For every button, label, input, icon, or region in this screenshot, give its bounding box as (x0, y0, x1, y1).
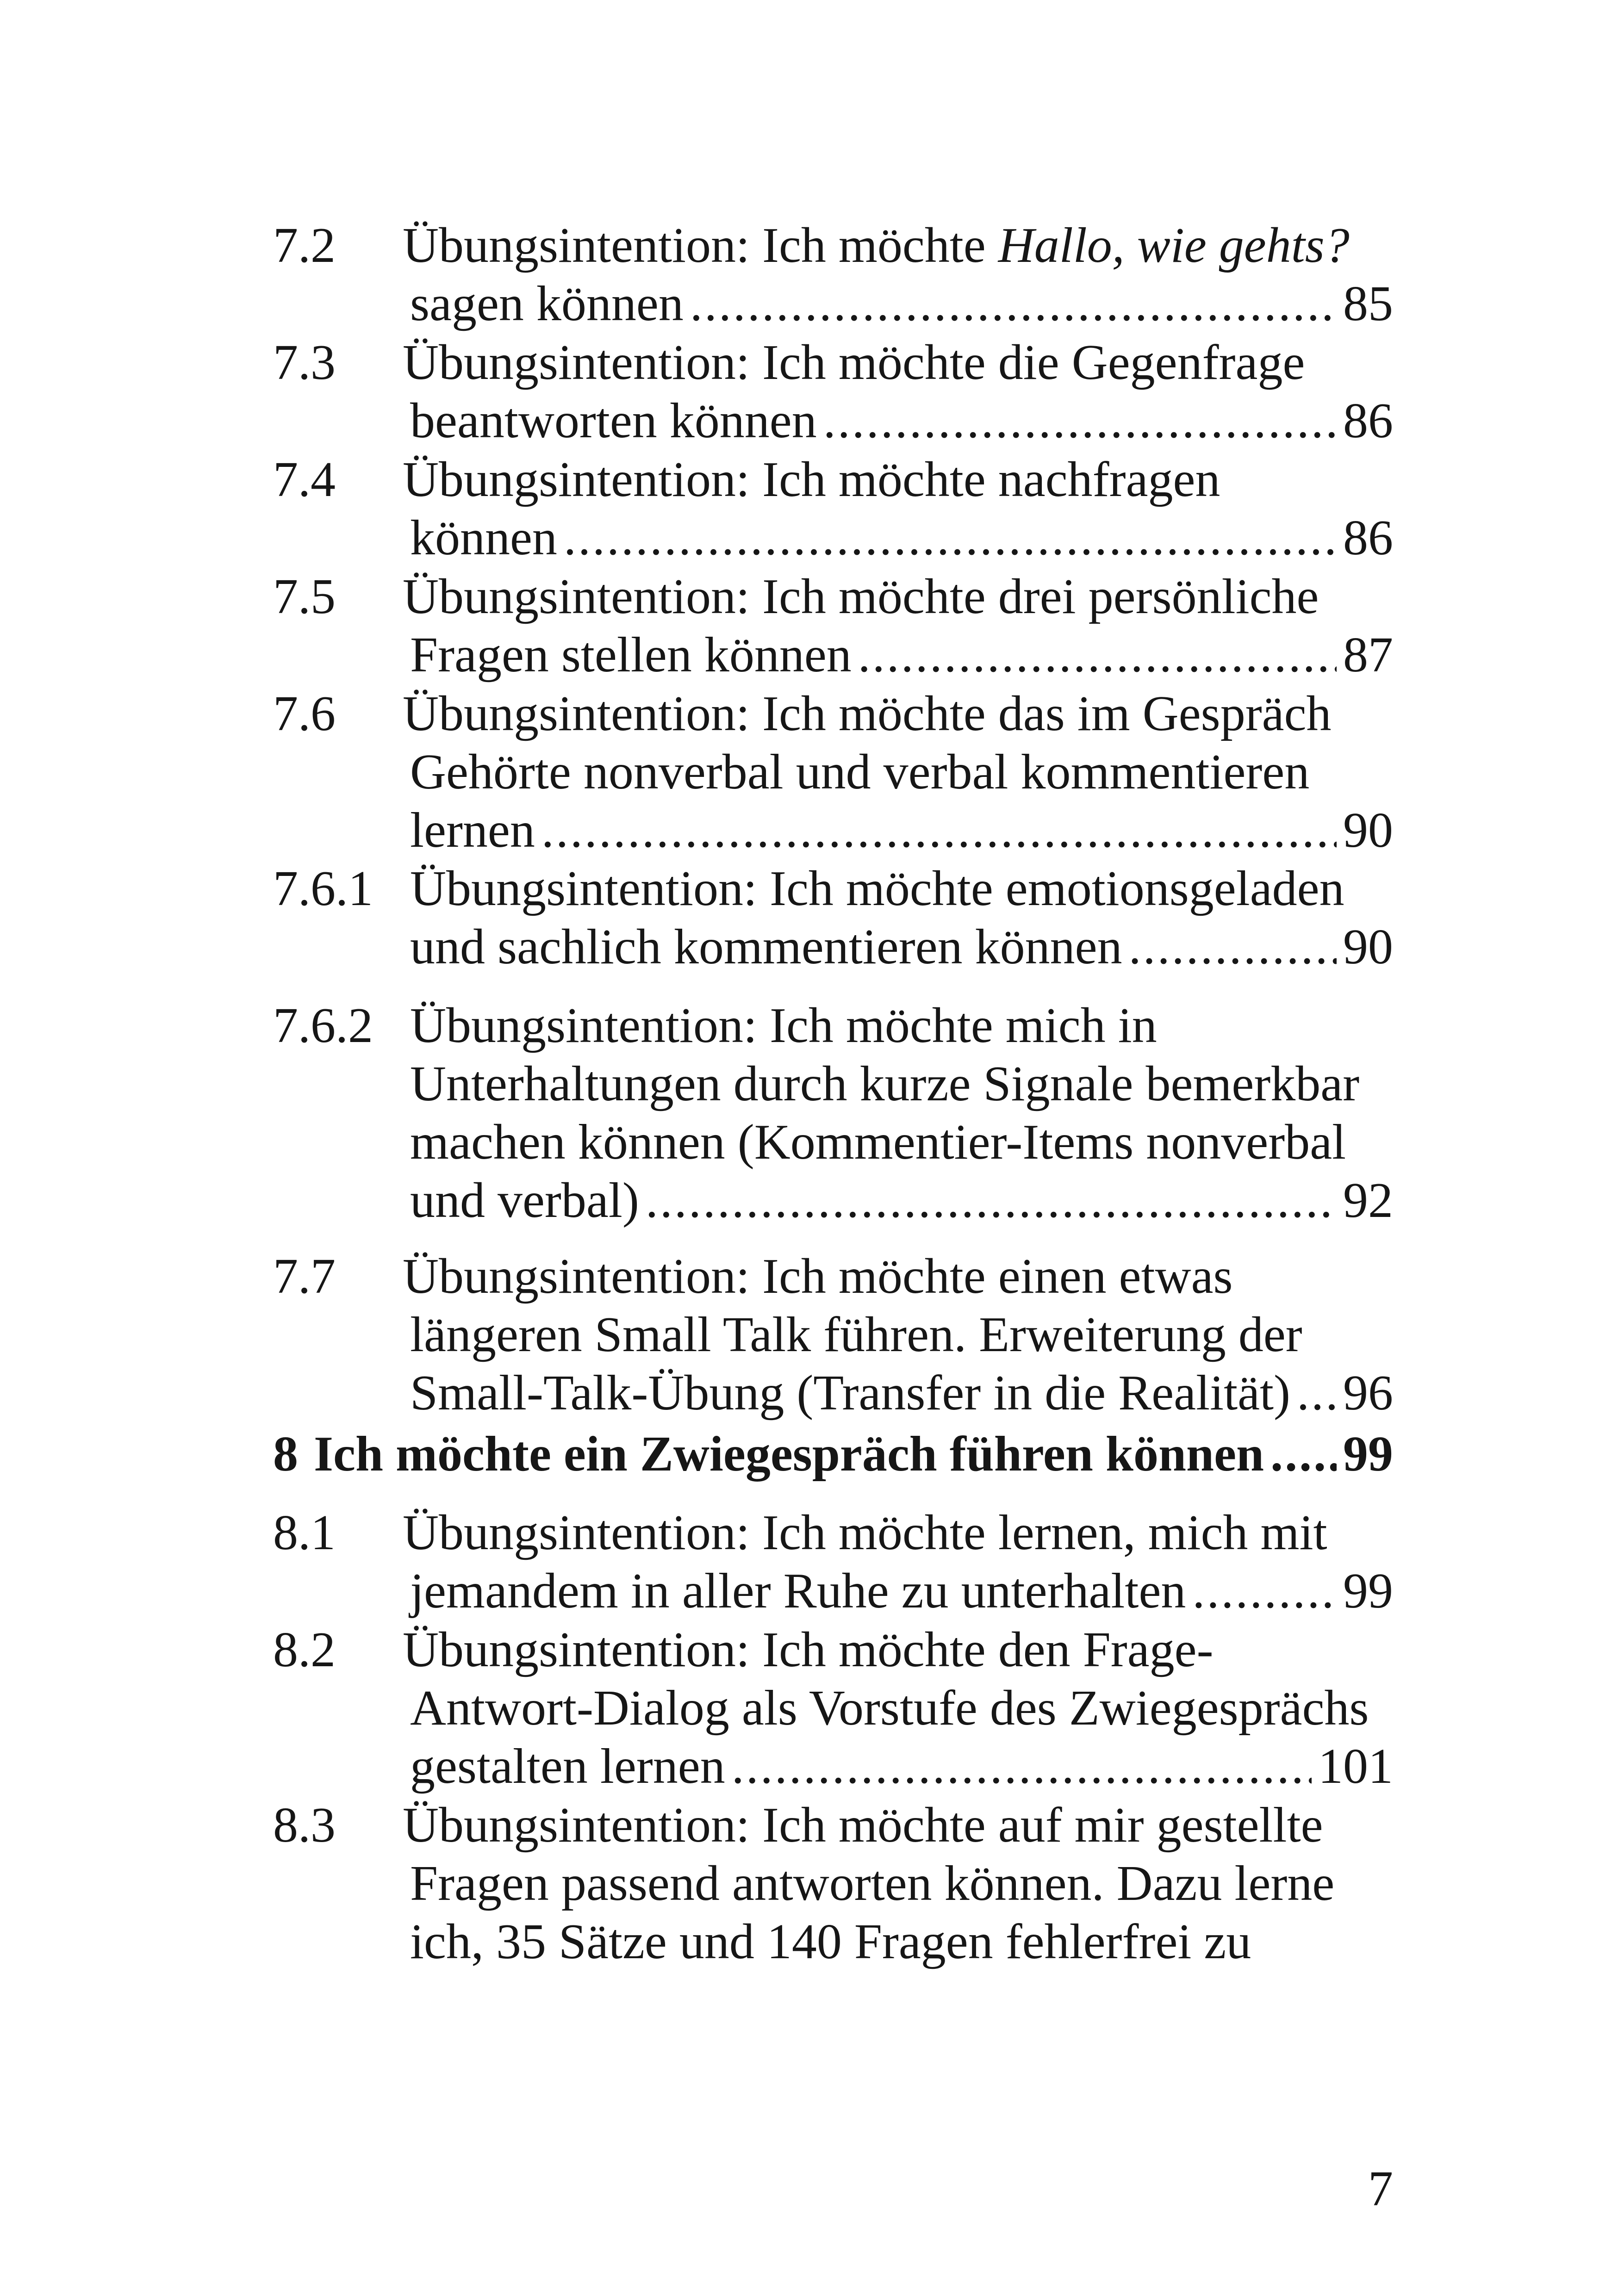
toc-title-line: längeren Small Talk führen. Erweiterung der (410, 1307, 1302, 1362)
toc-page-number: 85 (1343, 276, 1393, 331)
toc-leader-line: Fragen stellen können ..... 87 (403, 626, 1393, 684)
toc-title-line: Übungsintention: Ich möchte nachfragen (403, 452, 1220, 507)
toc-entry-7-6-2 (273, 997, 1393, 1230)
toc-page-number: 99 (1343, 1427, 1393, 1482)
toc-number: 8.3 (273, 1798, 336, 1853)
toc-number: 7.6.1 (273, 861, 373, 916)
toc-entry-8-1 (273, 1504, 1393, 1620)
toc-page-number: 96 (1343, 1365, 1393, 1421)
toc-leader-line: und verbal) ..... 92 (410, 1172, 1393, 1230)
toc-page-number: 87 (1343, 627, 1393, 683)
page-folio: 7 (1368, 2161, 1393, 2216)
toc-entry-8-2 (273, 1621, 1393, 1796)
toc-page-number: 101 (1318, 1739, 1393, 1794)
toc-number: 7.3 (273, 335, 336, 390)
toc-page-number: 90 (1343, 803, 1393, 858)
toc-title-italic: Hallo, wie gehts? (998, 218, 1350, 273)
toc-title-line: Übungsintention: Ich möchte auf mir gestellte (403, 1798, 1323, 1853)
toc-title-line: Unterhaltungen durch kurze Signale bemerkbar (410, 1056, 1360, 1111)
toc-entry-7-2 (273, 217, 1393, 333)
toc-number: 7.4 (273, 452, 336, 507)
toc-title-line: Übungsintention: Ich möchte einen etwas (403, 1249, 1233, 1304)
toc-leader-line: sagen können ..... 85 (403, 275, 1393, 333)
toc-title-line: Übungsintention: Ich möchte Hallo, wie gehts? (403, 218, 1350, 273)
toc-leader-line: gestalten lernen ..... 101 (403, 1738, 1393, 1796)
toc-title-line: Übungsintention: Ich möchte die Gegenfrage (403, 335, 1305, 390)
toc-entry-7-5 (273, 568, 1393, 684)
toc-page-number: 90 (1343, 919, 1393, 974)
toc-number: 7.5 (273, 569, 336, 624)
toc-entry-7-7 (273, 1247, 1393, 1422)
toc-page-number: 86 (1343, 510, 1393, 565)
toc-entry-7-6 (273, 685, 1393, 860)
toc-title-line: machen können (Kommentier-Items nonverbal (410, 1115, 1346, 1170)
toc-leader-line: und sachlich kommentieren können ..... 90 (410, 918, 1393, 976)
toc-title-line: Übungsintention: Ich möchte den Frage- (403, 1622, 1214, 1677)
toc-page-number: 92 (1343, 1173, 1393, 1228)
toc-title-line: Übungsintention: Ich möchte emotionsgeladen (410, 861, 1344, 916)
toc-number: 8.1 (273, 1505, 336, 1560)
toc-leader-line: lernen ..... 90 (403, 801, 1393, 860)
toc-leader-line: können ..... 86 (403, 509, 1393, 567)
toc-entry-7-4 (273, 451, 1393, 567)
toc-page-number: 86 (1343, 393, 1393, 448)
toc-title-line: Gehörte nonverbal und verbal kommentieren (410, 745, 1310, 800)
toc-number: 8.2 (273, 1622, 336, 1677)
toc-title-line: Übungsintention: Ich möchte mich in (410, 998, 1157, 1053)
toc-entry-8-3 (273, 1796, 1393, 1971)
toc-chapter-8 (273, 1425, 1393, 1483)
toc-leader-line (273, 1425, 1393, 1483)
toc-number: 7.2 (273, 218, 336, 273)
toc-title-line: ich, 35 Sätze und 140 Fragen fehlerfrei zu (410, 1914, 1251, 1969)
toc-title-line: Antwort-Dialog als Vorstufe des Zwiegesprächs (410, 1681, 1369, 1736)
toc-number: 8 (273, 1427, 298, 1482)
toc-title-line: Übungsintention: Ich möchte das im Gespräch (403, 686, 1332, 741)
toc-leader-line: Small-Talk-Übung (Transfer in die Realität) ..... 96 (403, 1364, 1393, 1422)
toc-number: 7.7 (273, 1249, 336, 1304)
toc-leader-line: jemandem in aller Ruhe zu unterhalten ..... 99 (403, 1562, 1393, 1620)
toc-number: 7.6.2 (273, 998, 373, 1053)
toc-entry-7-6-1 (273, 860, 1393, 976)
toc-title-line: Übungsintention: Ich möchte lernen, mich mit (403, 1505, 1327, 1560)
toc-leader-line: beantworten können ..... 86 (403, 392, 1393, 450)
toc-entry-7-3 (273, 334, 1393, 450)
toc-page-number: 99 (1343, 1564, 1393, 1619)
toc-title-line: Übungsintention: Ich möchte drei persönliche (403, 569, 1319, 624)
toc-chapter-title: Ich möchte ein Zwiegespräch führen können (314, 1427, 1264, 1482)
toc-title-line: Fragen passend antworten können. Dazu lerne (410, 1856, 1335, 1911)
toc-number: 7.6 (273, 686, 336, 741)
